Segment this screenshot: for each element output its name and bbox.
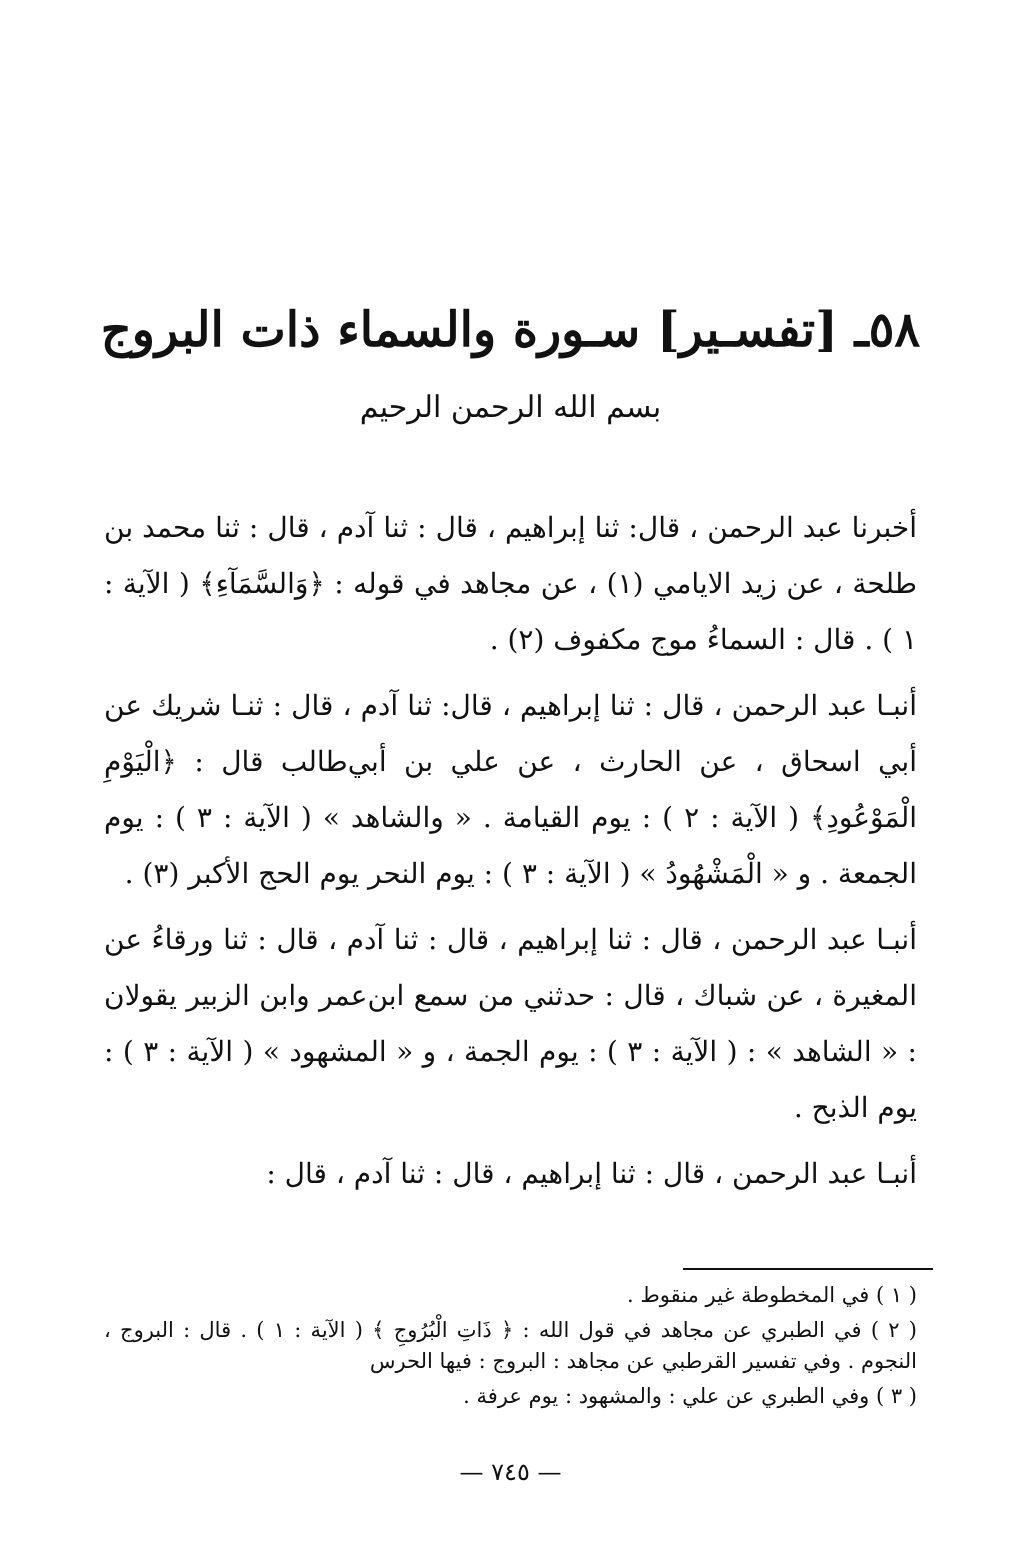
main-text [104, 500, 917, 1202]
chapter-title: ٥٨ـ [تفسـير] سـورة والسماء ذات البروج [100, 302, 921, 359]
paragraph-4: أنبـا عبد الرحمن ، قال : ثنا إبراهيم ، قال : ثنا آدم ، قال : [266, 1157, 917, 1190]
paragraph-3: أنبـا عبد الرحمن ، قال : ثنا إبراهيم ، قال : ثنا آدم ، قال : ثنا ورقاءُ عن المغيرة ، عن شباك ، قال : حدثني من سمع ابن‌عمر وابن الزبير يقولان : « الشاهد » : ( الآية : ٣ ) : يوم الجمة ، و « المشهود » ( الآية : ٣ ) : يوم الذبح . [104, 923, 917, 1124]
basmala-calligraphy: بسم الله الرحمن الرحيم [359, 390, 662, 425]
footnote-3: ( ٣ ) وفي الطبري عن علي : والمشهود : يوم عرفة . [463, 1384, 917, 1408]
footnote-2: ( ٢ ) في الطبري عن مجاهد في قول الله : ﴿ ذَاتِ الْبُرُوجِ ﴾ ( الآية : ١ ) . قال : البروج ، النجوم . وفي تفسير القرطبي عن مجاهد : البروج : فيها الحرس [104, 1318, 917, 1373]
footnote-divider [683, 1268, 933, 1270]
footnote-1: ( ١ ) في المخطوطة غير منقوط . [627, 1283, 917, 1307]
footnotes [104, 1280, 917, 1416]
paragraph-1: أخبرنا عبد الرحمن ، قال: ثنا إبراهيم ، قال : ثنا آدم ، قال : ثنا محمد بن طلحة ، عن زيد الايامي (١) ، عن مجاهد في قوله : ﴿وَالسَّمَآءِ﴾ ( الآية : ١ ) . قال : السماءُ موج مكفوف (٢) . [104, 511, 917, 656]
paragraph-2: أنبـا عبد الرحمن ، قال : ثنا إبراهيم ، قال: ثنا آدم ، قال : ثنـا شريك عن أبي اسحاق ، عن الحارث ، عن علي بن أبي‌طالب قال : ﴿الْيَوْمِ الْمَوْعُودِ﴾ ( الآية : ٢ ) : يوم القيامة . « والشاهد » ( الآية : ٣ ) : يوم الجمعة . و « الْمَشْهُودُ » ( الآية : ٣ ) : يوم النحر يوم الحج الأكبر (٣) . [104, 689, 918, 890]
page-number: — ٧٤٥ — [459, 1458, 562, 1486]
